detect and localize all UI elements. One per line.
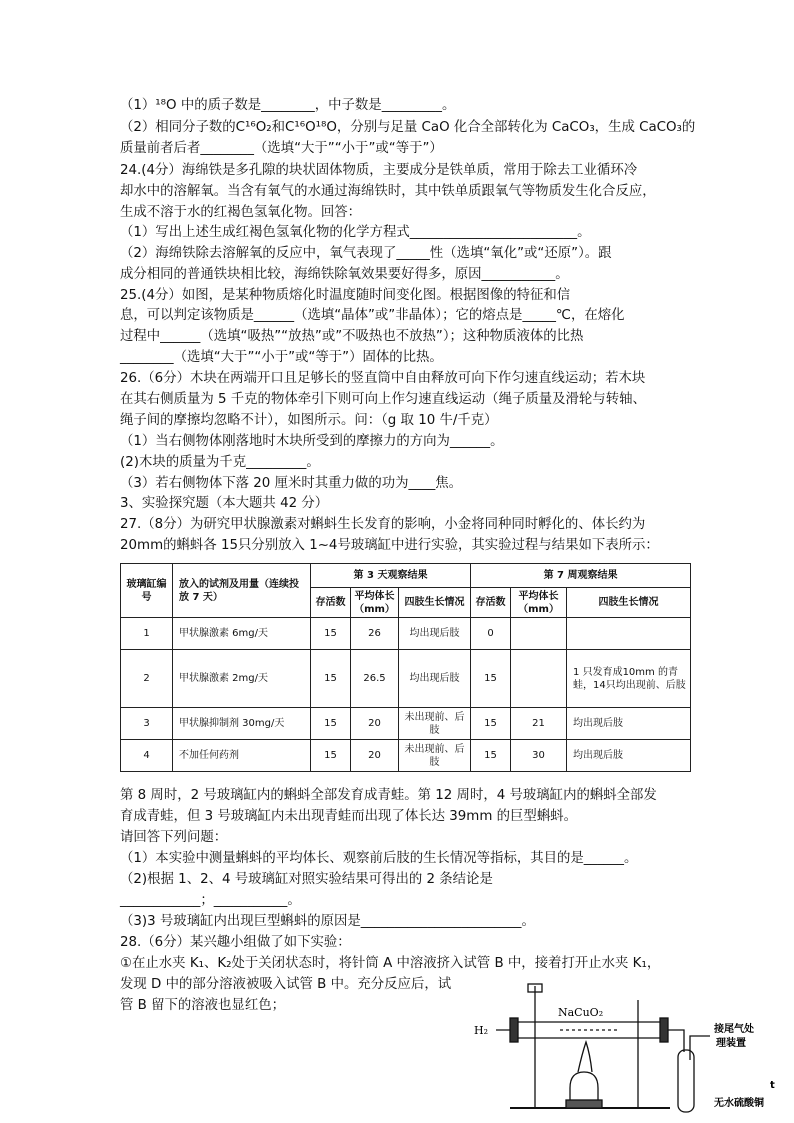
header-reagent: 放入的试剂及用量（连续投放 7 天） bbox=[173, 564, 311, 618]
q23-line-1: （1）¹⁸O 中的质子数是________，中子数是_________。 bbox=[120, 98, 456, 113]
outlet-tube bbox=[668, 1030, 684, 1052]
gas-label: H₂ bbox=[474, 1024, 489, 1037]
desiccant-label: 无水硫酸铜 bbox=[714, 1098, 764, 1109]
header-week7: 第 7 周观察结果 bbox=[471, 564, 691, 588]
header-limbs-w7: 四肢生长情况 bbox=[567, 588, 691, 618]
reaction-tube bbox=[514, 1022, 664, 1038]
cell-d3-len: 20 bbox=[351, 708, 399, 740]
drying-tube bbox=[678, 1050, 694, 1112]
cell-d3-limbs: 均出现后肢 bbox=[399, 618, 471, 650]
q24-line-4: （1）写出上述生成红褐色氢氧化物的化学方程式_________________________。 bbox=[120, 225, 591, 240]
cell-w7-len: 30 bbox=[511, 740, 567, 772]
q24-line-3: 生成不溶于水的红褐色氢氧化物。回答： bbox=[120, 205, 362, 220]
q27-sub-2-blanks: ____________；___________。 bbox=[120, 893, 301, 908]
q24-line-1: 24.(4分）海绵铁是多孔隙的块状固体物质，主要成分是铁单质，常用于除去工业循环冷 bbox=[120, 163, 638, 178]
q26-line-5: (2)木块的质量为千克_________。 bbox=[120, 455, 320, 470]
cell-w7-limbs bbox=[567, 618, 691, 650]
q28-line-1: 28.（6分）某兴趣小组做了如下实验： bbox=[120, 935, 351, 950]
table-row bbox=[121, 650, 691, 708]
q25-line-4: ________（选填“大于”“小于”或“等于”）固体的比热。 bbox=[120, 350, 443, 365]
cell-no: 1 bbox=[121, 618, 173, 650]
exhaust-label-2: 理装置 bbox=[716, 1038, 746, 1049]
header-tank: 玻璃缸编号 bbox=[121, 564, 173, 618]
q28-line-3: 发现 D 中的部分溶液被吸入试管 B 中。充分反应后，试 bbox=[120, 977, 452, 992]
header-length-d3: 平均体长（mm） bbox=[351, 588, 399, 618]
section-heading: 3、实验探究题（本大题共 42 分） bbox=[120, 496, 329, 511]
cell-w7-n: 15 bbox=[471, 740, 511, 772]
q27-result-line-2: 育成青蛙，但 3 号玻璃缸内未出现青蛙而出现了体长达 39mm 的巨型蝌蚪。 bbox=[120, 809, 577, 824]
exhaust-label-1: 接尾气处 bbox=[714, 1024, 754, 1035]
q27-line-2: 20mm的蝌蚪各 15只分别放入 1~4号玻璃缸中进行实验，其实验过程与结果如下表所示： bbox=[120, 538, 659, 553]
q28-line-4: 管 B 留下的溶液也显红色； bbox=[120, 998, 285, 1013]
table-row bbox=[121, 708, 691, 740]
cell-reagent: 不加任何药剂 bbox=[173, 740, 311, 772]
q26-line-2: 在其右侧质量为 5 千克的物体牵引下则可向上作匀速直线运动（绳子质量及滑轮与转轴、 bbox=[120, 392, 646, 407]
cell-w7-limbs: 均出现后肢 bbox=[567, 708, 691, 740]
cell-w7-limbs: 1 只发育成10mm 的青蛙，14只均出现前、后肢 bbox=[567, 650, 691, 708]
q26-line-4: （1）当右侧物体刚落地时木块所受到的摩擦力的方向为______。 bbox=[120, 434, 504, 449]
cell-d3-len: 20 bbox=[351, 740, 399, 772]
apparatus-diagram bbox=[470, 960, 790, 1120]
cell-w7-n: 15 bbox=[471, 650, 511, 708]
cell-w7-n: 15 bbox=[471, 708, 511, 740]
cell-w7-len bbox=[511, 650, 567, 708]
cell-reagent: 甲状腺抑制剂 30mg/天 bbox=[173, 708, 311, 740]
cell-d3-len: 26.5 bbox=[351, 650, 399, 708]
stopper-left bbox=[510, 1018, 518, 1042]
tube-label: NaCuO₂ bbox=[558, 1006, 604, 1019]
experiment-table bbox=[120, 563, 691, 772]
cell-d3-len: 26 bbox=[351, 618, 399, 650]
burner-base bbox=[566, 1100, 602, 1108]
q28-line-2: ①在止水夹 K₁、K₂处于关闭状态时，将针筒 A 中溶液挤入试管 B 中，接着打开止水夹 K₁， bbox=[120, 956, 661, 971]
q23-line-3: 质量前者后者________（选填“大于”“小于”或“等于”） bbox=[120, 141, 443, 156]
table-row bbox=[121, 740, 691, 772]
header-day3: 第 3 天观察结果 bbox=[311, 564, 471, 588]
cell-w7-n: 0 bbox=[471, 618, 511, 650]
q27-result-line-1: 第 8 周时，2 号玻璃缸内的蝌蚪全部发育成青蛙。第 12 周时，4 号玻璃缸内的蝌蚪全部发 bbox=[120, 788, 657, 803]
q25-line-3: 过程中______（选填“吸热”“放热”或”不吸热也不放热”）；这种物质液体的比热 bbox=[120, 329, 584, 344]
header-length-w7: 平均体长（mm） bbox=[511, 588, 567, 618]
q23-line-2: （2）相同分子数的C¹⁶O₂和C¹⁶O¹⁸O，分别与足量 CaO 化合全部转化为 CaCO₃，生成 CaCO₃的 bbox=[120, 120, 696, 135]
cell-d3-limbs: 未出现前、后肢 bbox=[399, 708, 471, 740]
cell-d3-limbs: 未出现前、后肢 bbox=[399, 740, 471, 772]
exhaust-tube bbox=[690, 1036, 710, 1060]
table-row bbox=[121, 618, 691, 650]
q27-sub-3: （3)3 号玻璃缸内出现巨型蝌蚪的原因是________________________。 bbox=[120, 914, 535, 929]
stopper-right bbox=[660, 1018, 668, 1042]
header-survivors-w7: 存活数 bbox=[471, 588, 511, 618]
cell-no: 4 bbox=[121, 740, 173, 772]
q24-line-2: 却水中的溶解氧。当含有氧气的水通过海绵铁时，其中铁单质跟氧气等物质发生化合反应， bbox=[120, 184, 656, 199]
cell-w7-limbs: 均出现后肢 bbox=[567, 740, 691, 772]
q27-sub-2: （2)根据 1、2、4 号玻璃缸对照实验结果可得出的 2 条结论是 bbox=[120, 872, 493, 887]
q24-line-5: （2）海绵铁除去溶解氧的反应中，氧气表现了_____性（选填“氧化”或“还原”）。跟 bbox=[120, 246, 612, 261]
q26-line-1: 26.（6分）木块在两端开口且足够长的竖直筒中自由释放可向下作匀速直线运动；若木块 bbox=[120, 371, 646, 386]
header-limbs-d3: 四肢生长情况 bbox=[399, 588, 471, 618]
header-survivors-d3: 存活数 bbox=[311, 588, 351, 618]
cell-d3-n: 15 bbox=[311, 618, 351, 650]
q26-line-3: 绳子间的摩擦均忽略不计），如图所示。问：（g 取 10 牛/千克） bbox=[120, 413, 498, 428]
cell-d3-n: 15 bbox=[311, 650, 351, 708]
cell-w7-len: 21 bbox=[511, 708, 567, 740]
cell-no: 3 bbox=[121, 708, 173, 740]
cell-d3-n: 15 bbox=[311, 740, 351, 772]
q27-sub-1: （1）本实验中测量蝌蚪的平均体长、观察前后肢的生长情况等指标，其目的是______。 bbox=[120, 851, 638, 866]
q24-line-6: 成分相同的普通铁块相比较，海绵铁除氧效果要好得多，原因___________。 bbox=[120, 267, 569, 282]
cell-w7-len bbox=[511, 618, 567, 650]
cell-reagent: 甲状腺激素 6mg/天 bbox=[173, 618, 311, 650]
cell-d3-limbs: 均出现后肢 bbox=[399, 650, 471, 708]
q27-line-1: 27.（8分）为研究甲状腺激素对蝌蚪生长发育的影响，小金将同种同时孵化的、体长约为 bbox=[120, 517, 646, 532]
cell-d3-n: 15 bbox=[311, 708, 351, 740]
cell-no: 2 bbox=[121, 650, 173, 708]
q25-line-1: 25.(4分）如图，是某种物质熔化时温度随时间变化图。根据图像的特征和信 bbox=[120, 288, 571, 303]
q26-line-6: （3）若右侧物体下落 20 厘米时其重力做的功为____焦。 bbox=[120, 476, 463, 491]
edge-mark: t bbox=[770, 1080, 775, 1091]
cell-reagent: 甲状腺激素 2mg/天 bbox=[173, 650, 311, 708]
flame bbox=[578, 1042, 592, 1072]
q27-prompt: 请回答下列问题： bbox=[120, 830, 228, 845]
q25-line-2: 息，可以判定该物质是______（选填“晶体”或”非晶体）；它的熔点是_____℃，在熔化 bbox=[120, 308, 625, 323]
